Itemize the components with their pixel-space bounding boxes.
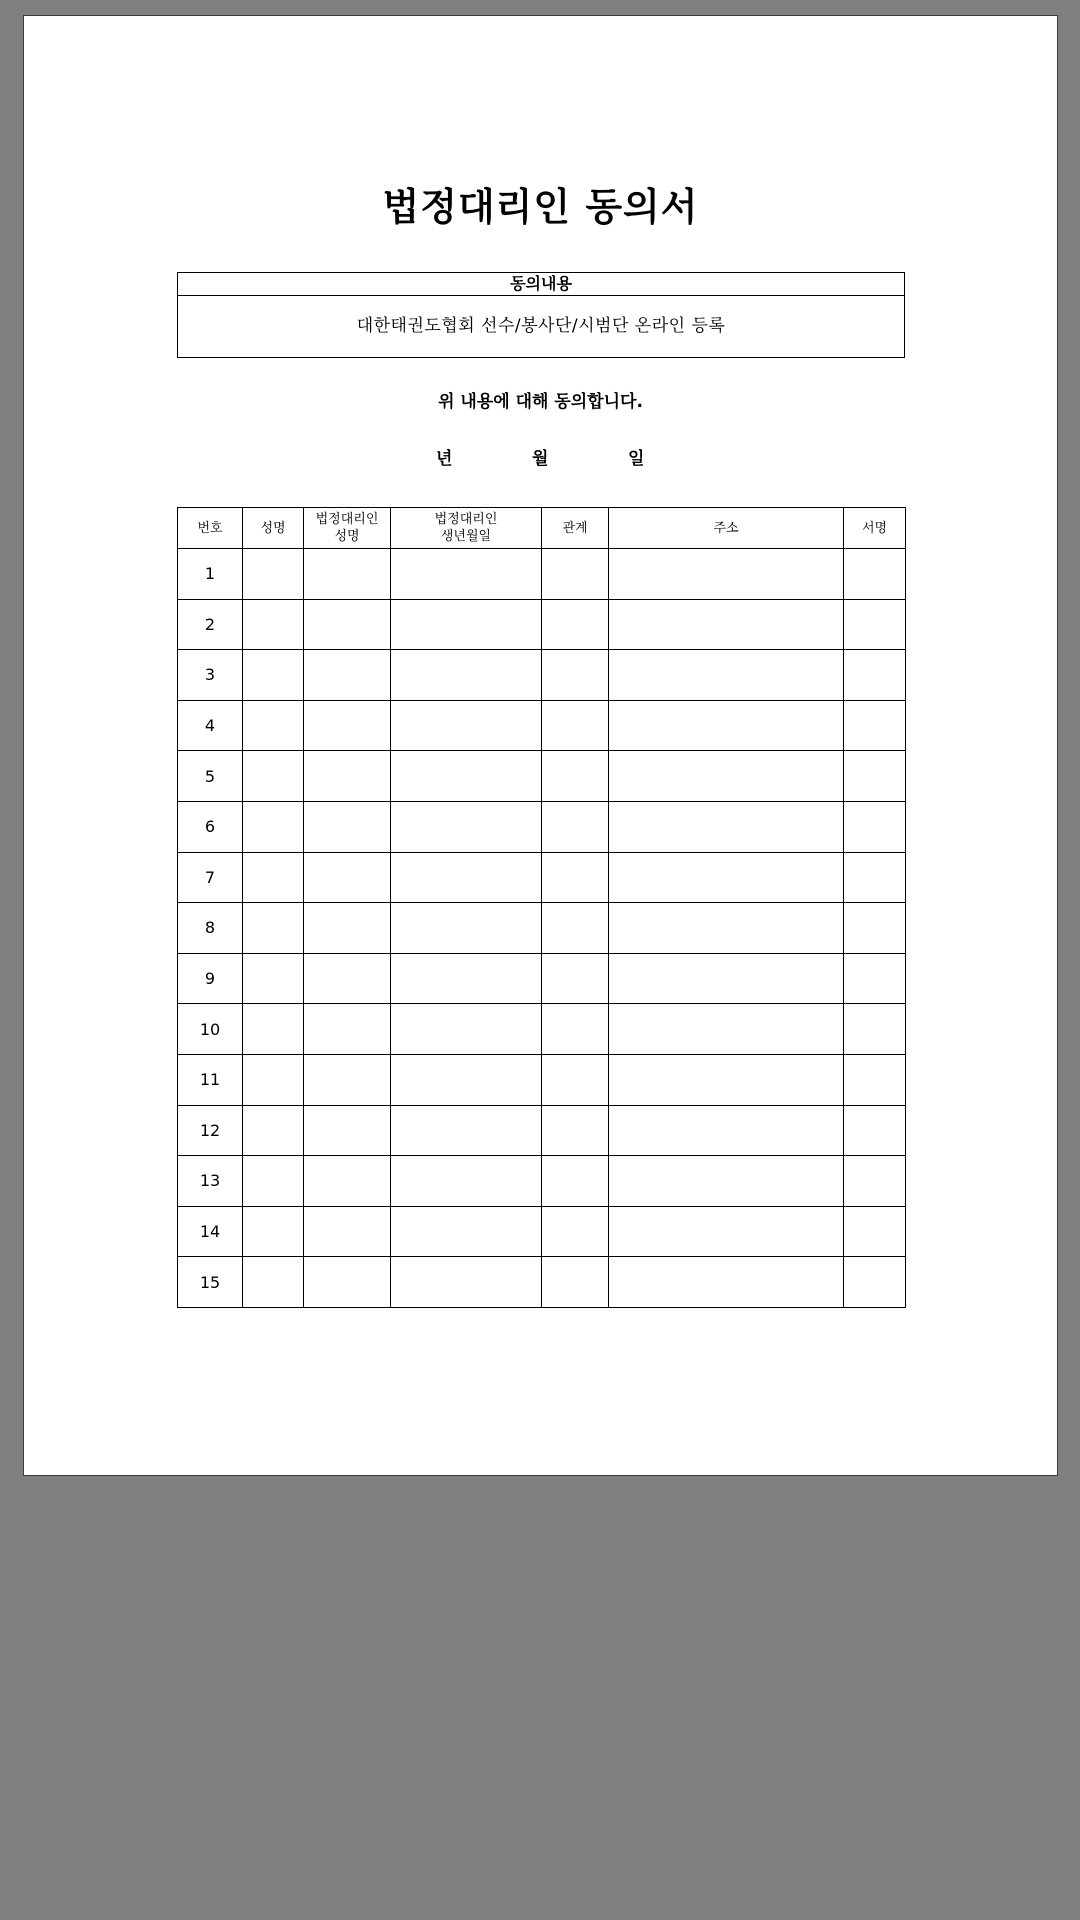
consent-body: 대한태권도협회 선수/봉사단/시범단 온라인 등록: [356, 316, 726, 336]
guardian-name-cell[interactable]: [304, 852, 391, 903]
guardian-birth-cell[interactable]: [391, 650, 542, 701]
name-cell[interactable]: [243, 1105, 304, 1156]
relation-cell[interactable]: [542, 852, 609, 903]
relation-cell[interactable]: [542, 801, 609, 852]
relation-cell[interactable]: [542, 599, 609, 650]
guardian-name-cell[interactable]: [304, 1257, 391, 1308]
signature-cell[interactable]: [844, 852, 906, 903]
row-number-cell: 11: [178, 1054, 243, 1105]
guardian-name-cell[interactable]: [304, 751, 391, 802]
guardian-birth-cell[interactable]: [391, 1206, 542, 1257]
agree-statement: 위 내용에 대해 동의합니다.: [438, 392, 643, 412]
name-cell[interactable]: [243, 1206, 304, 1257]
table-row: [178, 903, 906, 954]
document-title: 법정대리인 동의서: [382, 185, 699, 229]
header-name: 성명: [243, 508, 304, 549]
name-cell[interactable]: [243, 1156, 304, 1207]
row-number-cell: 4: [178, 700, 243, 751]
relation-cell[interactable]: [542, 1004, 609, 1055]
name-cell[interactable]: [243, 1257, 304, 1308]
name-cell[interactable]: [243, 1054, 304, 1105]
name-cell[interactable]: [243, 751, 304, 802]
consent-header: 동의내용: [178, 273, 904, 296]
guardian-birth-cell[interactable]: [391, 549, 542, 600]
address-cell[interactable]: [609, 852, 844, 903]
row-number-cell: 6: [178, 801, 243, 852]
signature-cell[interactable]: [844, 801, 906, 852]
guardian-birth-cell[interactable]: [391, 1004, 542, 1055]
relation-cell[interactable]: [542, 650, 609, 701]
guardian-name-cell[interactable]: [304, 599, 391, 650]
relation-cell[interactable]: [542, 1206, 609, 1257]
name-cell[interactable]: [243, 852, 304, 903]
header-guardian-name-line2: 성명: [334, 529, 360, 544]
row-number-cell: 12: [178, 1105, 243, 1156]
address-cell[interactable]: [609, 1054, 844, 1105]
guardian-birth-cell[interactable]: [391, 1257, 542, 1308]
guardian-birth-cell[interactable]: [391, 599, 542, 650]
guardian-name-cell[interactable]: [304, 1206, 391, 1257]
date-line: [24, 444, 1057, 468]
header-signature: 서명: [844, 508, 906, 549]
relation-cell[interactable]: [542, 1054, 609, 1105]
name-cell[interactable]: [243, 903, 304, 954]
date-year-label: 년: [436, 449, 453, 469]
row-number-cell: 10: [178, 1004, 243, 1055]
date-month-label: 월: [532, 449, 549, 469]
row-number-cell: 8: [178, 903, 243, 954]
guardian-name-cell[interactable]: [304, 1156, 391, 1207]
row-number-cell: 3: [178, 650, 243, 701]
header-guardian-name-line1: 법정대리인: [315, 512, 379, 527]
relation-cell[interactable]: [542, 1105, 609, 1156]
relation-cell[interactable]: [542, 903, 609, 954]
name-cell[interactable]: [243, 953, 304, 1004]
address-cell[interactable]: [609, 1004, 844, 1055]
signature-cell[interactable]: [844, 1054, 906, 1105]
header-guardian-birth-line1: 법정대리인: [434, 512, 498, 527]
address-cell[interactable]: [609, 903, 844, 954]
guardian-birth-cell[interactable]: [391, 801, 542, 852]
guardian-name-cell[interactable]: [304, 953, 391, 1004]
signature-cell[interactable]: [844, 1257, 906, 1308]
signature-cell[interactable]: [844, 1004, 906, 1055]
table-row: [178, 599, 906, 650]
table-row: [178, 1004, 906, 1055]
row-number-cell: 2: [178, 599, 243, 650]
table-row: [178, 1206, 906, 1257]
signature-cell[interactable]: [844, 903, 906, 954]
header-address: 주소: [609, 508, 844, 549]
guardian-birth-cell[interactable]: [391, 1156, 542, 1207]
name-cell[interactable]: [243, 650, 304, 701]
address-cell[interactable]: [609, 953, 844, 1004]
row-number-cell: 1: [178, 549, 243, 600]
address-cell[interactable]: [609, 1206, 844, 1257]
address-cell[interactable]: [609, 1105, 844, 1156]
guardian-name-cell[interactable]: [304, 650, 391, 701]
row-number-cell: 14: [178, 1206, 243, 1257]
address-cell[interactable]: [609, 650, 844, 701]
signature-cell[interactable]: [844, 599, 906, 650]
guardian-birth-cell[interactable]: [391, 903, 542, 954]
signature-cell[interactable]: [844, 751, 906, 802]
table-row: [178, 1156, 906, 1207]
table-row: [178, 1257, 906, 1308]
header-guardian-name: [304, 508, 391, 549]
name-cell[interactable]: [243, 801, 304, 852]
guardian-birth-cell[interactable]: [391, 751, 542, 802]
relation-cell[interactable]: [542, 953, 609, 1004]
name-cell[interactable]: [243, 700, 304, 751]
signature-cell[interactable]: [844, 1206, 906, 1257]
header-guardian-birth-line2: 생년월일: [440, 529, 492, 544]
name-cell[interactable]: [243, 599, 304, 650]
guardian-name-cell[interactable]: [304, 1054, 391, 1105]
signature-cell[interactable]: [844, 1105, 906, 1156]
row-number-cell: 13: [178, 1156, 243, 1207]
header-relation: 관계: [542, 508, 609, 549]
address-cell[interactable]: [609, 751, 844, 802]
row-number-cell: 5: [178, 751, 243, 802]
relation-cell[interactable]: [542, 751, 609, 802]
signature-table: [177, 507, 906, 1308]
relation-cell[interactable]: [542, 700, 609, 751]
guardian-name-cell[interactable]: [304, 801, 391, 852]
table-row: [178, 650, 906, 701]
guardian-birth-cell[interactable]: [391, 1054, 542, 1105]
name-cell[interactable]: [243, 549, 304, 600]
address-cell[interactable]: [609, 1257, 844, 1308]
table-row: [178, 700, 906, 751]
address-cell[interactable]: [609, 599, 844, 650]
guardian-name-cell[interactable]: [304, 549, 391, 600]
guardian-birth-cell[interactable]: [391, 953, 542, 1004]
guardian-name-cell[interactable]: [304, 1004, 391, 1055]
row-number-cell: 9: [178, 953, 243, 1004]
address-cell[interactable]: [609, 700, 844, 751]
date-day-label: 일: [628, 449, 645, 469]
relation-cell[interactable]: [542, 1257, 609, 1308]
name-cell[interactable]: [243, 1004, 304, 1055]
guardian-birth-cell[interactable]: [391, 700, 542, 751]
table-row: [178, 549, 906, 600]
signature-cell[interactable]: [844, 700, 906, 751]
guardian-birth-cell[interactable]: [391, 852, 542, 903]
guardian-birth-cell[interactable]: [391, 1105, 542, 1156]
table-row: [178, 953, 906, 1004]
table-header-row: [178, 508, 906, 549]
signature-cell[interactable]: [844, 549, 906, 600]
consent-box: [177, 272, 905, 358]
table-row: [178, 1105, 906, 1156]
header-no: 번호: [178, 508, 243, 549]
table-row: [178, 852, 906, 903]
table-row: [178, 801, 906, 852]
guardian-name-cell[interactable]: [304, 700, 391, 751]
signature-cell[interactable]: [844, 953, 906, 1004]
guardian-name-cell[interactable]: [304, 1105, 391, 1156]
signature-cell[interactable]: [844, 650, 906, 701]
address-cell[interactable]: [609, 1156, 844, 1207]
relation-cell[interactable]: [542, 1156, 609, 1207]
row-number-cell: 7: [178, 852, 243, 903]
signature-cell[interactable]: [844, 1156, 906, 1207]
guardian-name-cell[interactable]: [304, 903, 391, 954]
table-row: [178, 751, 906, 802]
relation-cell[interactable]: [542, 549, 609, 600]
row-number-cell: 15: [178, 1257, 243, 1308]
address-cell[interactable]: [609, 549, 844, 600]
address-cell[interactable]: [609, 801, 844, 852]
document-page: [23, 15, 1058, 1476]
table-row: [178, 1054, 906, 1105]
header-guardian-birth: [391, 508, 542, 549]
